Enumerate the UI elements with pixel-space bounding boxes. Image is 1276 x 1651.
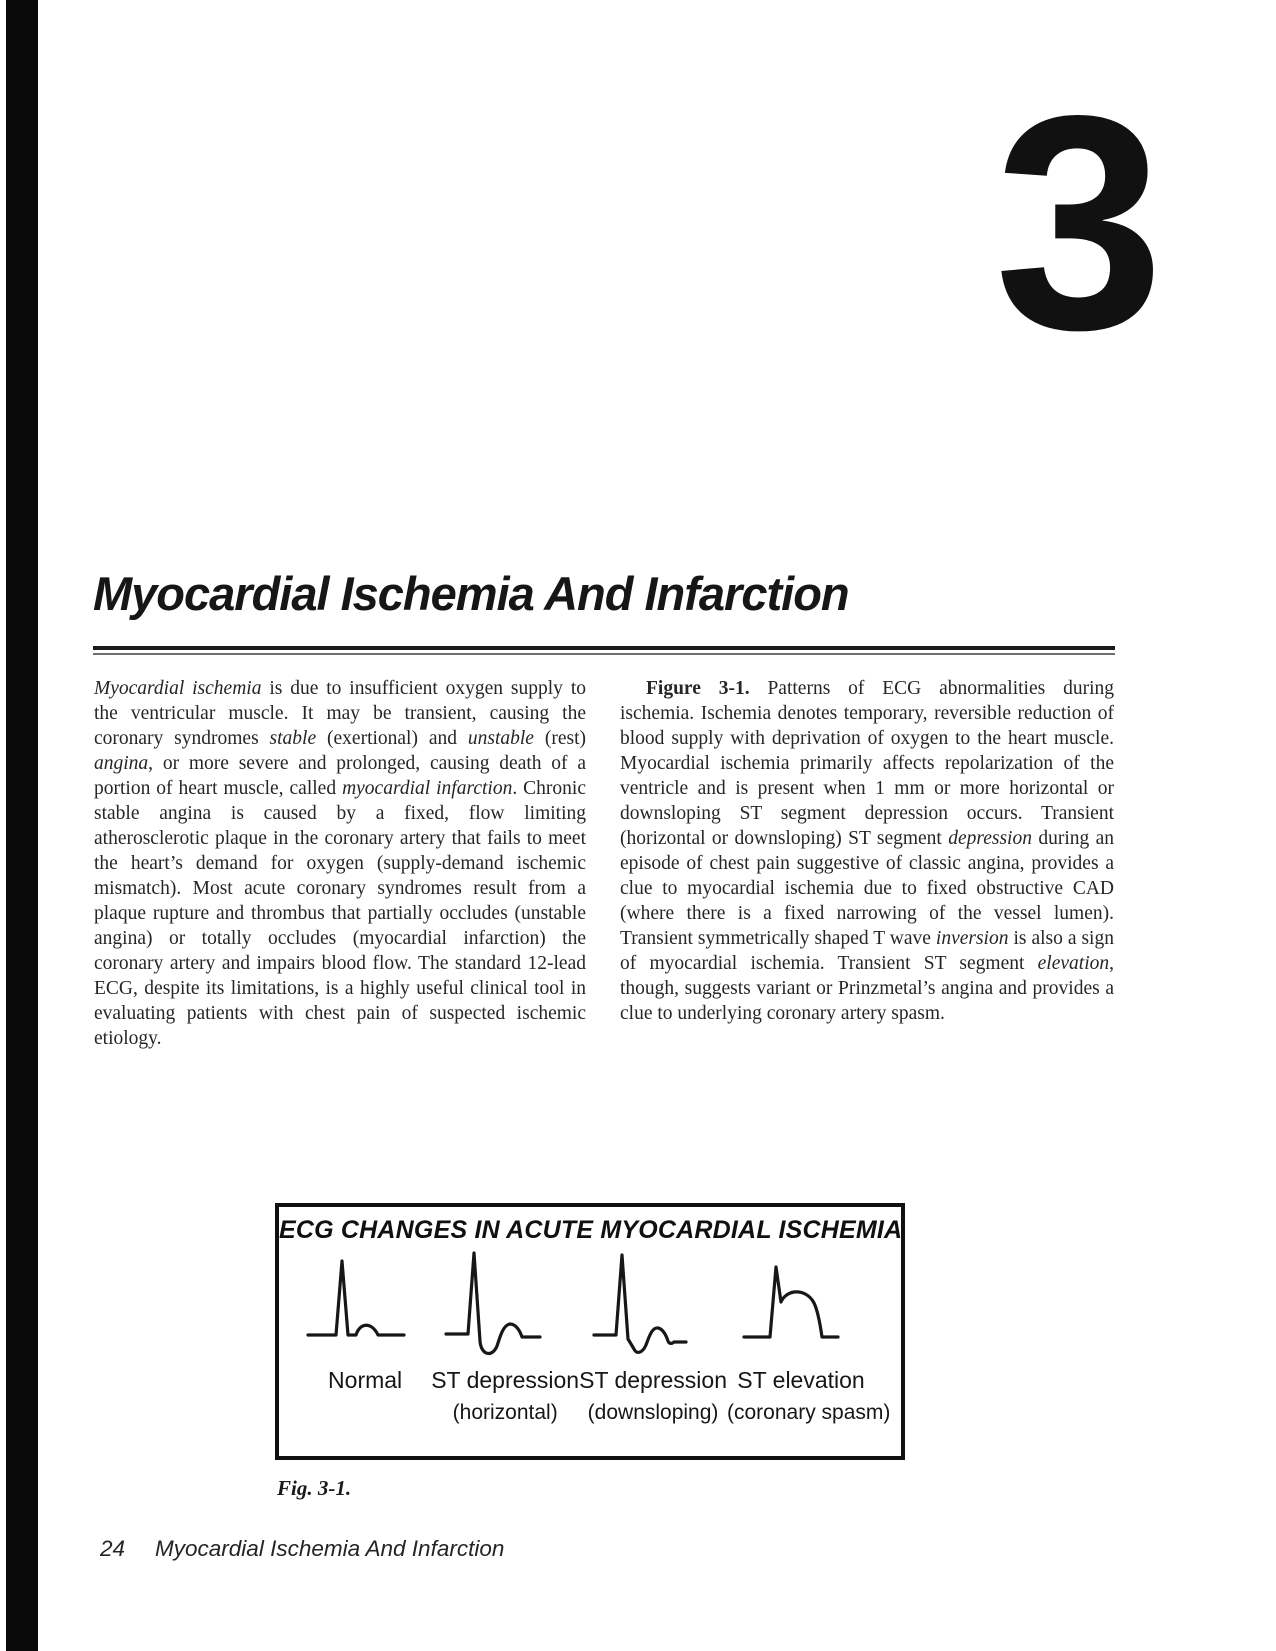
figure-box [275, 1203, 905, 1460]
body-right-column [620, 676, 1114, 1026]
ecg-sublabel-normal [299, 1401, 431, 1425]
ecg-normal-waveform [300, 1247, 430, 1367]
scan-edge-bar [6, 0, 38, 1651]
ecg-panel-st-depression-horizontal [431, 1247, 579, 1425]
running-title: Myocardial Ischemia And Infarction [155, 1536, 505, 1561]
ecg-panel-st-elevation [727, 1247, 891, 1425]
figure-heading: ECG CHANGES IN ACUTE MYOCARDIAL ISCHEMIA [279, 1216, 903, 1244]
left-column-paragraph: Myocardial ischemia is due to insufficient oxygen supply to the ventricular muscle. It may be transient, causing the coronary syndromes stable (exertional) and unstable (rest) angina, or more severe and prolonged, causing death of a portion of heart muscle, called myocardial infarction. Chronic stable angina is caused by a fixed, flow limiting atherosclerotic plaque in the coronary artery that fails to meet the heart’s demand for oxygen (supply-demand ischemic mismatch). Most acute coronary syndromes result from a plaque rupture and thrombus that partially occludes (unstable angina) or totally occludes (myocardial infarction) the coronary artery and impairs blood flow. The standard 12-lead ECG, despite its limitations, is a highly useful clinical tool in evaluating patients with chest pain of suspected ischemic etiology. [94, 678, 586, 1049]
ecg-st-depression-downsloping-waveform [588, 1247, 718, 1367]
ecg-panel-normal [299, 1247, 431, 1425]
body-left-column [94, 676, 586, 1051]
ecg-label-st-depression-horizontal: ST depression [431, 1367, 580, 1393]
ecg-sublabel-st-depression-horizontal: (horizontal) [452, 1401, 558, 1424]
ecg-label-st-depression-downsloping: ST depression [579, 1367, 727, 1393]
figure-row [279, 1245, 901, 1425]
title-rule-thin [93, 653, 1115, 655]
ecg-st-depression-horizontal-waveform [440, 1247, 570, 1367]
ecg-panel-st-depression-downsloping [579, 1247, 727, 1425]
chapter-number: 3 [994, 52, 1160, 393]
page-footer [100, 1536, 504, 1562]
figure-caption: Fig. 3-1. [277, 1476, 352, 1500]
right-column-paragraph: Figure 3-1. Patterns of ECG abnormalities during ischemia. Ischemia denotes temporary, reversible reduction of blood supply with deprivation of oxygen to the heart muscle. Myocardial ischemia primarily affects repolarization of the ventricle and is present when 1 mm or more horizontal or downsloping ST segment depression occurs. Transient (horizontal or downsloping) ST segment depression during an episode of chest pain suggestive of classic angina, provides a clue to myocardial ischemia due to fixed obstructive CAD (where there is a fixed narrowing of the vessel lumen). Transient symmetrically shaped T wave inversion is also a sign of myocardial ischemia. Transient ST segment elevation, though, suggests variant or Prinzmetal’s angina and provides a clue to underlying coronary artery spasm. [620, 678, 1114, 1024]
page-title: Myocardial Ischemia And Infarction [93, 567, 849, 620]
title-rule [93, 646, 1115, 655]
ecg-st-elevation-waveform [736, 1247, 866, 1367]
ecg-sublabel-st-depression-downsloping: (downsloping) [587, 1401, 719, 1424]
page-number: 24 [100, 1536, 126, 1561]
ecg-sublabel-st-elevation: (coronary spasm) [727, 1401, 891, 1424]
ecg-label-normal: Normal [328, 1367, 403, 1393]
ecg-label-st-elevation: ST elevation [737, 1367, 865, 1393]
